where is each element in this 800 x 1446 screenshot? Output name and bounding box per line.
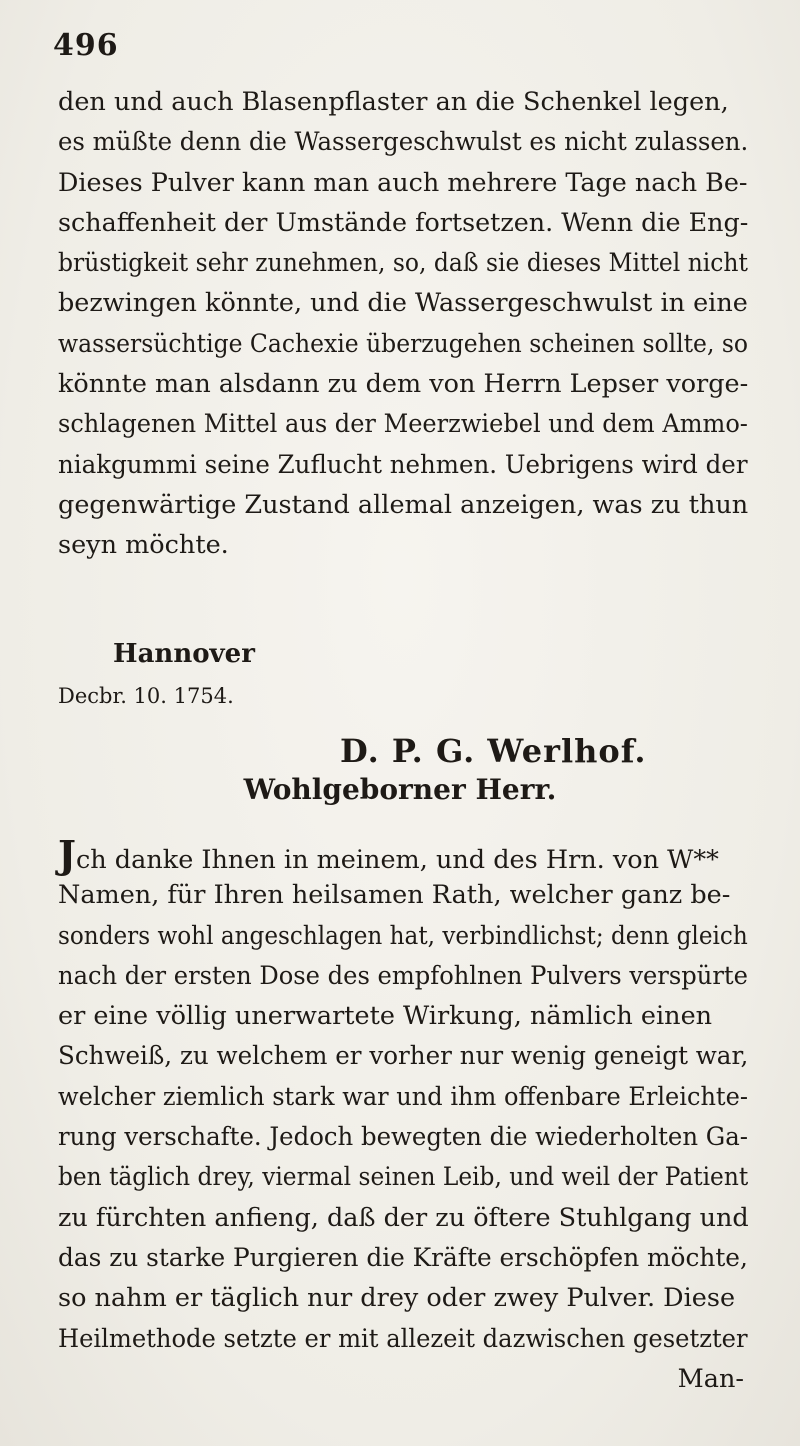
- letter-signature: D. P. G. Werlhof.: [340, 732, 647, 770]
- drop-initial: J: [58, 832, 76, 877]
- text-line: es müßte denn die Wassergeschwulst es nicht zulassen.: [58, 127, 749, 158]
- text-line: bezwingen könnte, und die Wassergeschwulst in eine: [58, 288, 748, 319]
- letter-salutation: Wohlgeborner Herr.: [243, 773, 557, 806]
- text-line: so nahm er täglich nur drey oder zwey Pulver. Diese: [58, 1283, 736, 1314]
- text-line: Dieses Pulver kann man auch mehrere Tage nach Be-: [58, 167, 748, 198]
- text-line: den und auch Blasenpflaster an die Schenkel legen,: [58, 87, 729, 117]
- text-line: seyn möchte.: [58, 530, 229, 561]
- text-line: er eine völlig unerwartete Wirkung, nämlich einen: [58, 1001, 713, 1032]
- letter-date: Decbr. 10. 1754.: [58, 684, 234, 708]
- text-line-first: [58, 832, 748, 877]
- text-line: sonders wohl angeschlagen hat, verbindlichst; denn gleich: [58, 920, 748, 951]
- paragraph-1: [58, 82, 748, 566]
- text-line: wassersüchtige Cachexie überzugehen scheinen sollte, so: [58, 328, 749, 359]
- catchword: Man-: [677, 1363, 744, 1394]
- text-line: Heilmethode setzte er mit allezeit dazwischen gesetzter: [58, 1323, 748, 1354]
- text-line: ben täglich drey, viermal seinen Leib, und weil der Patient: [58, 1162, 749, 1193]
- text-line: rung verschafte. Jedoch bewegten die wiederholten Ga-: [58, 1122, 749, 1153]
- text-line: niakgummi seine Zuflucht nehmen. Uebrigens wird der: [58, 449, 748, 480]
- text-line: Namen, für Ihren heilsamen Rath, welcher ganz be-: [58, 880, 731, 911]
- text-line: könnte man alsdann zu dem von Herrn Lepser vorge-: [58, 369, 749, 400]
- text-line: zu fürchten anfieng, daß der zu öftere Stuhlgang und: [58, 1202, 749, 1233]
- text-line-rest: ch danke Ihnen in meinem, und des Hrn. von W**: [75, 845, 719, 875]
- page-number: 496: [53, 28, 119, 63]
- text-line: Schweiß, zu welchem er vorher nur wenig geneigt war,: [58, 1041, 749, 1072]
- text-line: gegenwärtige Zustand allemal anzeigen, was zu thun: [58, 489, 749, 520]
- text-line: schaffenheit der Umstände fortsetzen. Wenn die Eng-: [58, 207, 749, 238]
- text-line: schlagenen Mittel aus der Meerzwiebel und dem Ammo-: [58, 409, 748, 440]
- text-line: das zu starke Purgieren die Kräfte erschöpfen möchte,: [58, 1242, 748, 1273]
- text-line: welcher ziemlich stark war und ihm offenbare Erleichte-: [58, 1081, 748, 1112]
- text-line: nach der ersten Dose des empfohlnen Pulvers verspürte: [58, 960, 748, 991]
- letter-place: Hannover: [113, 639, 255, 669]
- paragraph-2: [58, 832, 749, 1399]
- text-line: brüstigkeit sehr zunehmen, so, daß sie dieses Mittel nicht: [58, 248, 748, 279]
